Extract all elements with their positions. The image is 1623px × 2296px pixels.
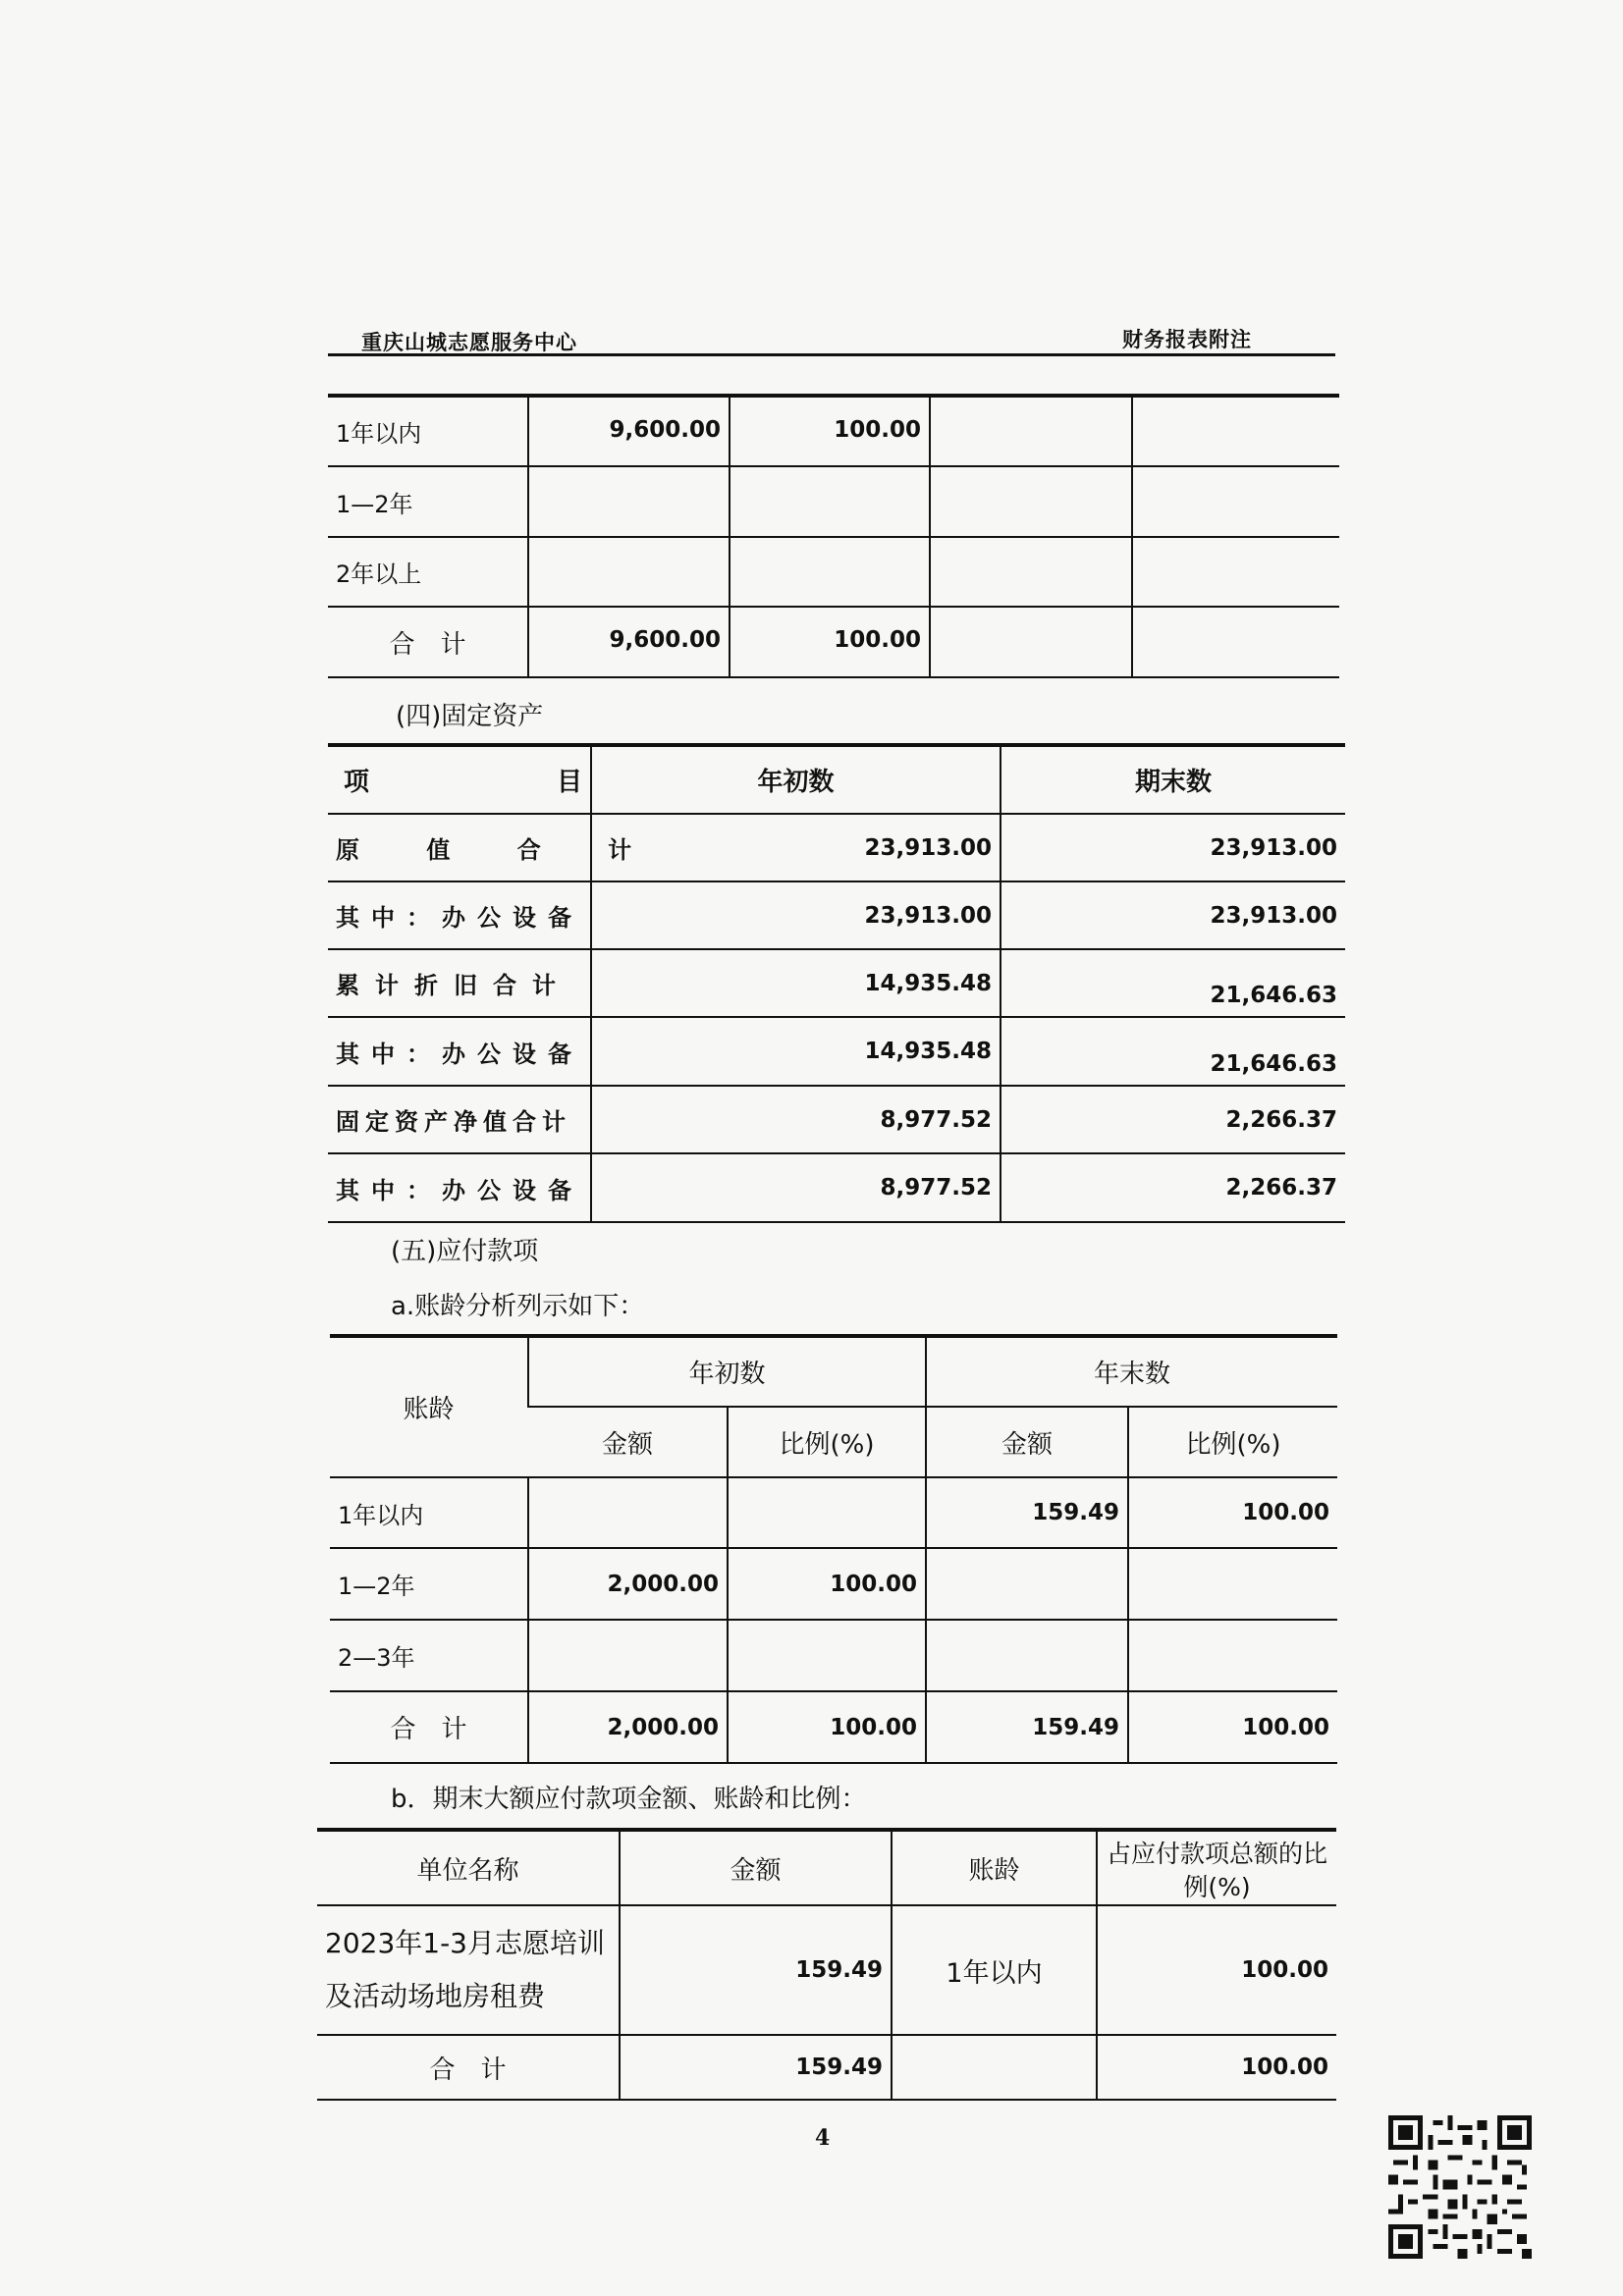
section-title-fixed-assets: (四)固定资产 bbox=[396, 702, 544, 731]
header-item-a: 项 bbox=[344, 768, 370, 797]
cell-value bbox=[1132, 607, 1339, 677]
header-name: 单位名称 bbox=[317, 1830, 620, 1905]
header-organization: 重庆山城志愿服务中心 bbox=[361, 331, 577, 354]
table-row bbox=[328, 537, 1339, 607]
cell-value bbox=[1132, 537, 1339, 607]
large-payables-table bbox=[317, 1828, 1336, 2101]
header-aging: 账龄 bbox=[892, 1830, 1097, 1905]
cell-value: 8,977.52 bbox=[591, 1086, 1001, 1153]
row-label: 其中：办公设备 bbox=[328, 881, 591, 949]
cell-value bbox=[926, 1620, 1128, 1691]
header-amount: 金额 bbox=[528, 1407, 728, 1477]
row-label: 原 值 合 计 bbox=[328, 814, 591, 881]
fixed-assets-table bbox=[328, 743, 1345, 1223]
cell-value: 23,913.00 bbox=[591, 814, 1001, 881]
cell-value: 9,600.00 bbox=[528, 396, 730, 466]
header-ratio: 占应付款项总额的比例(%) bbox=[1097, 1830, 1336, 1905]
page-number: 4 bbox=[815, 2125, 831, 2151]
table-row bbox=[328, 814, 1345, 881]
cell-value: 21,646.63 bbox=[1001, 949, 1345, 1017]
table-row bbox=[328, 396, 1339, 466]
cell-value bbox=[892, 2035, 1097, 2100]
row-label: 合 计 bbox=[317, 2035, 620, 2100]
header-amount: 金额 bbox=[926, 1407, 1128, 1477]
cell-value: 159.49 bbox=[926, 1477, 1128, 1548]
table-row bbox=[328, 466, 1339, 537]
cell-value bbox=[926, 1548, 1128, 1620]
cell-value bbox=[528, 466, 730, 537]
cell-value: 2,266.37 bbox=[1001, 1153, 1345, 1222]
receivables-aging-table bbox=[328, 394, 1339, 678]
cell-value bbox=[1128, 1548, 1337, 1620]
cell-value: 2,266.37 bbox=[1001, 1086, 1345, 1153]
cell-value bbox=[1132, 466, 1339, 537]
payables-aging-table bbox=[330, 1334, 1337, 1764]
table-row bbox=[328, 1086, 1345, 1153]
table-row bbox=[328, 1017, 1345, 1086]
table-row bbox=[330, 1620, 1337, 1691]
header-end: 期末数 bbox=[1001, 745, 1345, 814]
table-row bbox=[328, 607, 1339, 677]
header-aging: 账龄 bbox=[330, 1336, 528, 1477]
cell-value: 100.00 bbox=[1128, 1691, 1337, 1763]
row-label: 2年以上 bbox=[328, 537, 528, 607]
cell-value: 100.00 bbox=[1097, 1905, 1336, 2035]
row-label: 其中：办公设备 bbox=[328, 1017, 591, 1086]
header-begin: 年初数 bbox=[528, 1336, 926, 1407]
cell-value: 100.00 bbox=[728, 1548, 926, 1620]
payee-name: 2023年1-3月志愿培训及活动场地房租费 bbox=[317, 1905, 620, 2035]
cell-value: 159.49 bbox=[926, 1691, 1128, 1763]
header-begin: 年初数 bbox=[591, 745, 1001, 814]
cell-value: 159.49 bbox=[620, 1905, 892, 2035]
cell-value bbox=[730, 537, 930, 607]
cell-value: 14,935.48 bbox=[591, 949, 1001, 1017]
cell-value: 23,913.00 bbox=[591, 881, 1001, 949]
row-label: 合 计 bbox=[330, 1691, 528, 1763]
cell-value: 100.00 bbox=[730, 607, 930, 677]
subsection-a-title: a.账龄分析列示如下： bbox=[391, 1292, 645, 1321]
row-label: 其中：办公设备 bbox=[328, 1153, 591, 1222]
table-row bbox=[330, 1691, 1337, 1763]
qr-code-icon bbox=[1388, 2115, 1532, 2259]
cell-value bbox=[930, 537, 1132, 607]
row-label: 合 计 bbox=[328, 607, 528, 677]
table-row bbox=[317, 2035, 1336, 2100]
cell-value: 21,646.63 bbox=[1001, 1017, 1345, 1086]
cell-value bbox=[730, 466, 930, 537]
header-document-title: 财务报表附注 bbox=[1122, 328, 1252, 351]
header-amount: 金额 bbox=[620, 1830, 892, 1905]
table-row bbox=[328, 881, 1345, 949]
cell-value: 100.00 bbox=[1128, 1477, 1337, 1548]
cell-value bbox=[1132, 396, 1339, 466]
cell-value: 23,913.00 bbox=[1001, 881, 1345, 949]
cell-value bbox=[1128, 1620, 1337, 1691]
cell-value bbox=[528, 1477, 728, 1548]
cell-value bbox=[528, 537, 730, 607]
cell-value: 14,935.48 bbox=[591, 1017, 1001, 1086]
table-header-row bbox=[317, 1830, 1336, 1905]
table-row bbox=[330, 1548, 1337, 1620]
header-end: 年末数 bbox=[926, 1336, 1337, 1407]
table-header-row bbox=[328, 745, 1345, 814]
table-row bbox=[317, 1905, 1336, 2035]
cell-value: 23,913.00 bbox=[1001, 814, 1345, 881]
cell-value: 9,600.00 bbox=[528, 607, 730, 677]
cell-value: 100.00 bbox=[728, 1691, 926, 1763]
cell-value: 8,977.52 bbox=[591, 1153, 1001, 1222]
table-row bbox=[328, 949, 1345, 1017]
cell-value bbox=[930, 607, 1132, 677]
row-label: 2—3年 bbox=[330, 1620, 528, 1691]
header-ratio: 比例(%) bbox=[728, 1407, 926, 1477]
cell-value bbox=[528, 1620, 728, 1691]
header-rule bbox=[328, 353, 1335, 356]
table-row bbox=[328, 1153, 1345, 1222]
row-label: 累计折旧合计 bbox=[328, 949, 591, 1017]
cell-value bbox=[930, 396, 1132, 466]
row-label: 1—2年 bbox=[330, 1548, 528, 1620]
cell-value: 2,000.00 bbox=[528, 1691, 728, 1763]
row-label: 1年以内 bbox=[328, 396, 528, 466]
header-item-b: 目 bbox=[556, 768, 582, 797]
cell-value: 100.00 bbox=[730, 396, 930, 466]
cell-value bbox=[728, 1477, 926, 1548]
cell-value: 100.00 bbox=[1097, 2035, 1336, 2100]
cell-value: 2,000.00 bbox=[528, 1548, 728, 1620]
section-title-payables: (五)应付款项 bbox=[391, 1237, 539, 1266]
table-header-row bbox=[330, 1336, 1337, 1407]
table-row bbox=[330, 1477, 1337, 1548]
row-label: 1—2年 bbox=[328, 466, 528, 537]
header-item bbox=[328, 745, 591, 814]
row-label: 1年以内 bbox=[330, 1477, 528, 1548]
cell-value: 1年以内 bbox=[892, 1905, 1097, 2035]
row-label: 固定资产净值合计 bbox=[328, 1086, 591, 1153]
cell-value bbox=[930, 466, 1132, 537]
cell-value bbox=[728, 1620, 926, 1691]
cell-value: 159.49 bbox=[620, 2035, 892, 2100]
header-ratio: 比例(%) bbox=[1128, 1407, 1337, 1477]
subsection-b-title: b．期末大额应付款项金额、账龄和比例： bbox=[391, 1785, 867, 1814]
